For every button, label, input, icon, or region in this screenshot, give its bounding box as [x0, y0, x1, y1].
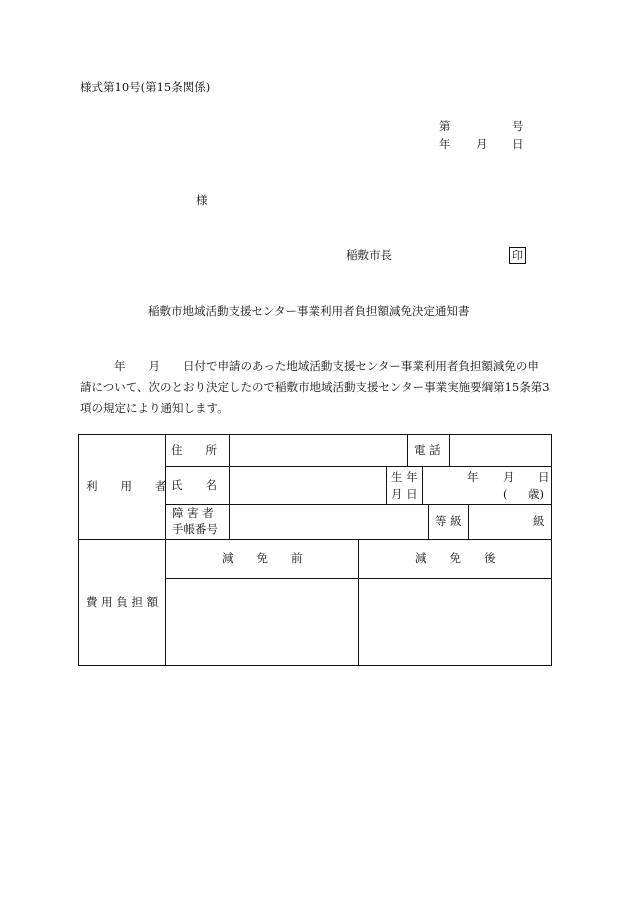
age-open-paren: (: [503, 487, 508, 501]
phone-label: 電 話: [414, 443, 441, 457]
document-title: 稲敷市地域活動支援センター事業利用者負担額減免決定通知書: [148, 304, 470, 318]
form-number: 様式第10号(第15条関係): [80, 80, 211, 94]
phone-divider-2: [449, 434, 450, 467]
grade-divider-2: [468, 504, 469, 540]
user-info-table: [78, 434, 552, 666]
birthdate-label-line2: 月 日: [391, 487, 418, 501]
table-border-left: [78, 434, 79, 666]
after-reduction-label: 減 免 後: [415, 551, 496, 565]
body-line-1: 年 月 日付で申請のあった地域活動支援センター事業利用者負担額減免の申: [114, 359, 539, 373]
birth-month-label: 月: [503, 470, 515, 484]
field-label-divider: [229, 434, 230, 540]
table-border-top: [78, 434, 552, 435]
body-line-2: 請について、次のとおり決定したので稲敷市地域活動支援センター事業実施要綱第15条第3: [80, 380, 550, 394]
name-label: 氏 名: [171, 478, 217, 492]
date-day-label: 日: [512, 137, 524, 151]
birth-day-label: 日: [538, 470, 550, 484]
date-year-label: 年: [439, 137, 451, 151]
section-divider: [78, 539, 552, 540]
row-divider-2: [165, 504, 552, 505]
phone-divider-1: [407, 434, 408, 467]
body-paragraph: [80, 356, 560, 419]
disability-label-line1: 障 害 者: [172, 506, 214, 520]
before-reduction-label: 減 免 前: [222, 551, 303, 565]
issuer-title: 稲敷市長: [346, 248, 392, 262]
address-label: 住 所: [171, 443, 217, 457]
addressee-honorific: 様: [196, 193, 208, 207]
grade-divider-1: [428, 504, 429, 540]
birthdate-label-line1: 生 年: [391, 470, 418, 484]
row-divider-1: [165, 466, 552, 467]
disability-label-line2: 手帳番号: [172, 522, 218, 536]
user-label: 利 用 者: [86, 479, 167, 493]
document-number-prefix: 第: [439, 119, 451, 133]
label-column-divider: [165, 434, 166, 666]
birth-year-label: 年: [467, 470, 479, 484]
cost-column-divider: [358, 539, 359, 666]
document-number-suffix: 号: [512, 119, 524, 133]
grade-label: 等 級: [435, 514, 462, 528]
table-border-right: [551, 434, 552, 666]
birth-divider-2: [422, 466, 423, 505]
date-month-label: 月: [476, 137, 488, 151]
seal-stamp: 印: [509, 247, 526, 264]
body-line-3: 項の規定により通知します。: [80, 401, 229, 415]
cost-label: 費 用 負 担 額: [86, 595, 159, 609]
grade-suffix: 級: [533, 514, 545, 528]
table-border-bottom: [78, 665, 552, 666]
birth-divider-1: [386, 466, 387, 505]
age-label: 歳): [528, 487, 544, 501]
